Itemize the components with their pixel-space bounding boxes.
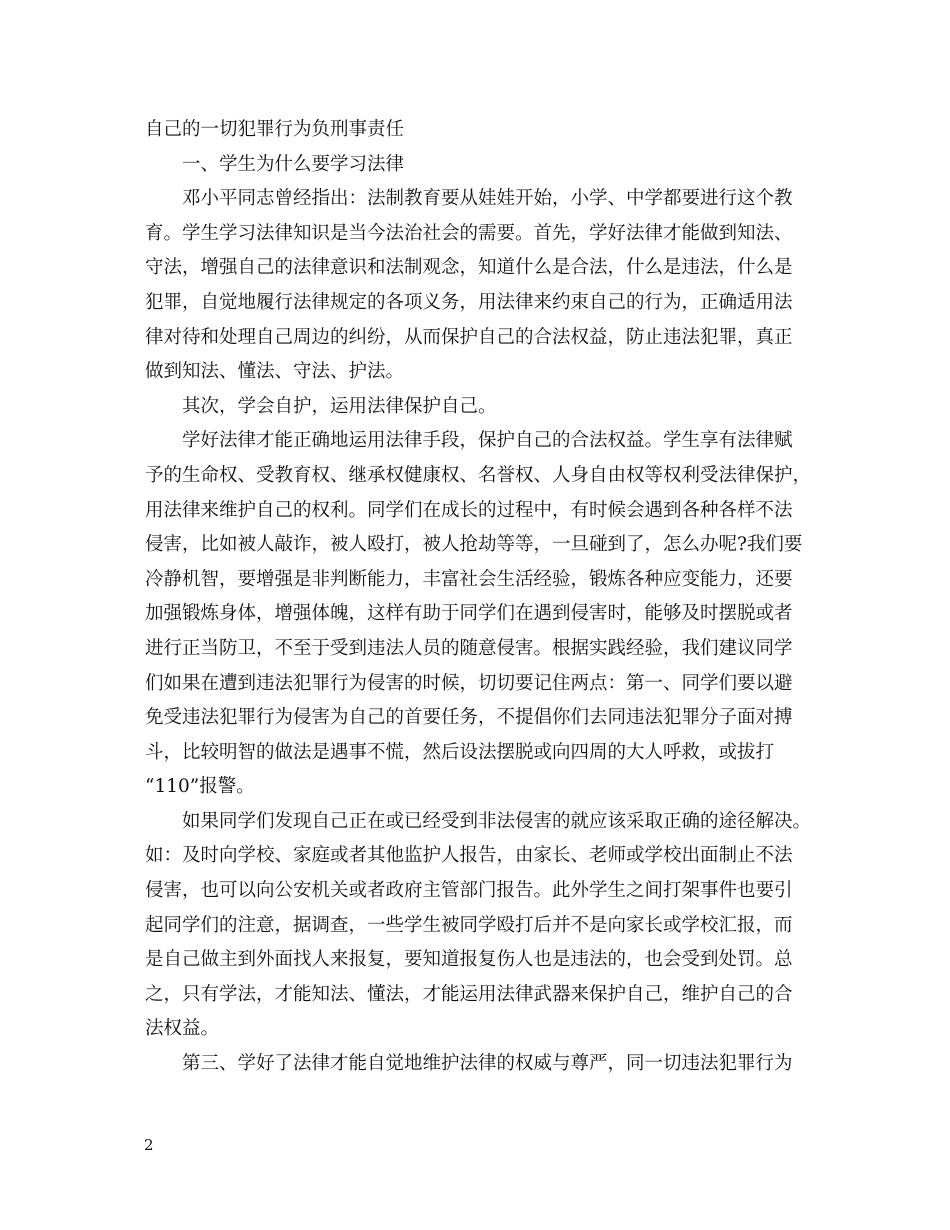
text-line: 做到知法、懂法、守法、护法。 — [145, 361, 405, 383]
text-line: 起同学们的注意，据调查，一些学生被同学殴打后并不是向家长或学校汇报，而 — [145, 914, 793, 936]
text-line: 免受违法犯罪行为侵害为自己的首要任务，不提倡你们去同违法犯罪分子面对搏 — [145, 707, 793, 729]
document-body — [145, 113, 820, 1082]
text-line: 冷静机智，要增强是非判断能力，丰富社会生活经验，锻炼各种应变能力，还要 — [145, 568, 793, 590]
text-line: 自己的一切犯罪行为负刑事责任 — [145, 119, 405, 140]
page-number: 2 — [144, 1136, 154, 1154]
text-line: 斗，比较明智的做法是遇事不慌，然后设法摆脱或向四周的大人呼救，或拔打 — [145, 741, 775, 763]
text-line: 侵害，也可以向公安机关或者政府主管部门报告。此外学生之间打架事件也要引 — [145, 880, 793, 902]
text-line: 如：及时向学校、家庭或者其他监护人报告，由家长、老师或学校出面制止不法 — [145, 845, 793, 867]
text-line: 法权益。 — [145, 1018, 220, 1040]
text-line: 律对待和处理自己周边的纠纷，从而保护自己的合法权益，防止违法犯罪，真正 — [145, 326, 793, 348]
text-line: “110”报警。 — [145, 776, 255, 798]
text-line: 一、学生为什么要学习法律 — [182, 153, 405, 175]
text-line: 侵害，比如被人敲诈，被人殴打，被人抢劫等等，一旦碰到了，怎么办呢?我们要 — [145, 534, 803, 556]
text-line: 其次，学会自护，运用法律保护自己。 — [182, 395, 497, 417]
text-line: 第三、学好了法律才能自觉地维护法律的权威与尊严，同一切违法犯罪行为 — [182, 1053, 793, 1075]
text-line: 加强锻炼身体，增强体魄，这样有助于同学们在遇到侵害时，能够及时摆脱或者 — [145, 603, 793, 625]
text-line: 如果同学们发现自己正在或已经受到非法侵害的就应该采取正确的途径解决。 — [182, 810, 812, 832]
text-line: 犯罪，自觉地履行法律规定的各项义务，用法律来约束自己的行为，正确适用法 — [145, 291, 793, 313]
text-line: 予的生命权、受教育权、继承权健康权、名誉权、人身自由权等权利受法律保护， — [145, 464, 812, 486]
text-line: 用法律来维护自己的权利。同学们在成长的过程中，有时候会遇到各种各样不法 — [145, 499, 793, 521]
text-line: 们如果在遭到违法犯罪行为侵害的时候，切切要记住两点：第一、同学们要以避 — [145, 672, 793, 694]
text-line: 是自己做主到外面找人来报复，要知道报复伤人也是违法的，也会受到处罚。总 — [145, 949, 793, 971]
text-line: 育。学生学习法律知识是当今法治社会的需要。首先，学好法律才能做到知法、 — [145, 222, 793, 244]
text-line: 进行正当防卫，不至于受到违法人员的随意侵害。根据实践经验，我们建议同学 — [145, 637, 793, 659]
text-line: 守法，增强自己的法律意识和法制观念，知道什么是合法，什么是违法，什么是 — [145, 257, 793, 279]
text-line: 学好法律才能正确地运用法律手段，保护自己的合法权益。学生享有法律赋 — [182, 430, 793, 452]
text-line: 之，只有学法，才能知法、懂法，才能运用法律武器来保护自己，维护自己的合 — [145, 983, 793, 1005]
text-line: 邓小平同志曾经指出：法制教育要从娃娃开始，小学、中学都要进行这个教 — [182, 188, 793, 210]
